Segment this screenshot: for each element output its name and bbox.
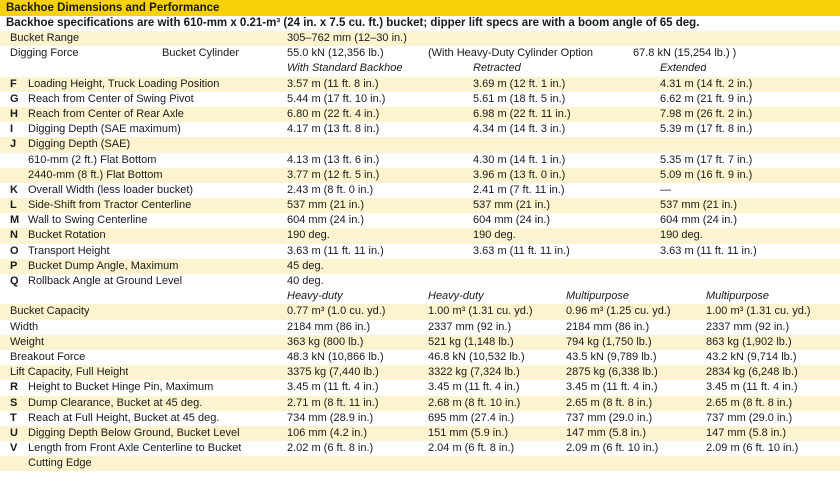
row-label: Reach from Center of Rear Axle [28,107,184,120]
row-sublabel: Bucket Cylinder [162,47,240,60]
cell-hd1: 2184 mm (86 in.) [287,320,371,333]
row-label: Width [10,320,39,333]
row-label: Digging Depth (SAE) [28,138,131,151]
cell-mp1: 2.09 m (6 ft. 10 in.) [566,442,659,455]
cell-hd1: 0.77 m³ (1.0 cu. yd.) [287,305,386,318]
cell-standard: 2.43 m (8 ft. 0 in.) [287,183,374,196]
row-label: Rollback Angle at Ground Level [28,275,183,287]
row-label: Cutting Edge [28,457,92,470]
row-label: Transport Height [28,244,110,257]
row-letter: G [10,92,19,105]
table-row [0,335,840,350]
row-label: Loading Height, Truck Loading Position [28,77,220,90]
cell-extended: 5.39 m (17 ft. 8 in.) [660,123,753,136]
cell-standard: 40 deg. [287,275,324,287]
cell-extended: — [660,183,671,196]
cell-extended: 190 deg. [660,229,703,242]
table-title: Backhoe Dimensions and Performance [0,0,840,16]
row-letter: N [10,229,18,242]
row-label: Length from Front Axle Centerline to Bucket [28,442,242,455]
cell-mp2: 2.09 m (6 ft. 10 in.) [706,442,799,455]
cell-retracted: 3.63 m (11 ft. 11 in.) [473,244,570,257]
row-letter: I [10,123,14,136]
cell-hd1: 3.45 m (11 ft. 4 in.) [287,381,379,394]
table-row [0,122,840,137]
table-row [0,92,840,107]
cell-mp1: 2.65 m (8 ft. 8 in.) [566,396,653,409]
table-subtitle: Backhoe specifications are with 610-mm x 0.21-m³ (24 in. x 7.5 cu. ft.) bucket; dipper lift specs are with a boom angle of 65 deg. [6,17,700,29]
cell-hd2: 521 kg (1,148 lb.) [428,335,514,348]
cell-extended: 604 mm (24 in.) [660,214,738,227]
table-row [0,411,840,426]
row-letter: K [10,183,18,196]
cell-mp1: 3.45 m (11 ft. 4 in.) [566,381,658,394]
cell-mp2: 147 mm (5.8 in.) [706,426,787,439]
col-header: Multipurpose [566,290,629,303]
row-label: Bucket Rotation [28,229,106,242]
row-letter: F [10,77,17,90]
cell-hd2: 151 mm (5.9 in.) [428,426,509,439]
table-row [0,380,840,395]
row-label: Bucket Range [10,32,80,44]
table-row [0,304,840,319]
table-row [0,456,840,471]
cell-retracted: 604 mm (24 in.) [473,214,551,227]
section1-header-row [0,61,840,76]
cell-extended: 5.35 m (17 ft. 7 in.) [660,153,753,166]
table-row [0,350,840,365]
cell-standard: 4.13 m (13 ft. 6 in.) [287,153,380,166]
cell-standard: 4.17 m (13 ft. 8 in.) [287,123,380,136]
col-header: Extended [660,62,707,75]
row-label: Dump Clearance, Bucket at 45 deg. [28,396,203,409]
cell-mp1: 2184 mm (86 in.) [566,320,650,333]
cell-retracted: 537 mm (21 in.) [473,199,551,212]
table-row [0,137,840,152]
row-letter: M [10,214,20,227]
row-label: Bucket Capacity [10,305,90,318]
row-letter: H [10,107,18,120]
cell-mp2: 2.65 m (8 ft. 8 in.) [706,396,793,409]
cell-retracted: 2.41 m (7 ft. 11 in.) [473,183,565,196]
row-letter: U [10,426,18,439]
row-letter: P [10,259,18,272]
section1-body [0,77,840,290]
row-label: Height to Bucket Hinge Pin, Maximum [28,381,214,394]
row-letter: V [10,442,18,455]
row-label: Side-Shift from Tractor Centerline [28,199,192,212]
cell-retracted: 4.34 m (14 ft. 3 in.) [473,123,566,136]
table-row [0,183,840,198]
cell-hd2: 2.04 m (6 ft. 8 in.) [428,442,515,455]
cell-hd1: 3375 kg (7,440 lb.) [287,366,379,379]
cell-standard: 45 deg. [287,259,324,272]
table-row [0,259,840,274]
row-label: Digging Depth Below Ground, Bucket Level [28,426,240,439]
cell-hd1: 2.02 m (6 ft. 8 in.) [287,442,374,455]
row-label: Wall to Swing Centerline [28,214,148,227]
row-label: Digging Force [10,47,79,60]
table-row [0,426,840,441]
section2-body [0,304,840,471]
row-letter: L [10,199,17,212]
cell-mp1: 794 kg (1,750 lb.) [566,335,652,348]
cell-hd2: 2337 mm (92 in.) [428,320,512,333]
cell-retracted: 5.61 m (18 ft. 5 in.) [473,92,566,105]
row-letter: Q [10,275,19,287]
table-row [0,107,840,122]
cell-hd1: 106 mm (4.2 in.) [287,426,368,439]
section2-header-row [0,289,840,304]
cell-standard: 3.63 m (11 ft. 11 in.) [287,244,384,257]
cell-standard: 190 deg. [287,229,330,242]
row-letter: T [10,411,17,424]
row-value: 55.0 kN (12,356 lb.) [287,47,384,60]
cell-standard: 5.44 m (17 ft. 10 in.) [287,92,386,105]
cell-mp2: 3.45 m (11 ft. 4 in.) [706,381,798,394]
cell-retracted: 6.98 m (22 ft. 11 in.) [473,107,571,120]
row-letter: R [10,381,18,394]
cell-mp1: 0.96 m³ (1.25 cu. yd.) [566,305,671,318]
row-label: Overall Width (less loader bucket) [28,183,194,196]
table-row [0,153,840,168]
cell-hd1: 48.3 kN (10,866 lb.) [287,350,384,363]
cell-extended: 5.09 m (16 ft. 9 in.) [660,168,753,181]
cell-hd2: 1.00 m³ (1.31 cu. yd.) [428,305,533,318]
cell-mp1: 43.5 kN (9,789 lb.) [566,350,657,363]
cell-extended: 7.98 m (26 ft. 2 in.) [660,107,753,120]
row-letter: O [10,244,19,257]
cell-hd2: 3.45 m (11 ft. 4 in.) [428,381,520,394]
row-label: 2440-mm (8 ft.) Flat Bottom [28,168,163,181]
table-row [0,228,840,243]
cell-extended: 6.62 m (21 ft. 9 in.) [660,92,753,105]
cell-retracted: 4.30 m (14 ft. 1 in.) [473,153,566,166]
cell-hd2: 46.8 kN (10,532 lb.) [428,350,525,363]
cell-standard: 6.80 m (22 ft. 4 in.) [287,107,380,120]
option-value: 67.8 kN (15,254 lb.) ) [633,47,737,60]
row-value: 305–762 mm (12–30 in.) [287,32,407,44]
cell-mp1: 737 mm (29.0 in.) [566,411,653,424]
col-header: Retracted [473,62,521,75]
cell-retracted: 3.96 m (13 ft. 0 in.) [473,168,566,181]
row-letter: S [10,396,18,409]
col-header: Heavy-duty [287,290,343,303]
table-row [0,168,840,183]
cell-retracted: 190 deg. [473,229,516,242]
cell-mp2: 2834 kg (6,248 lb.) [706,366,798,379]
table-row [0,441,840,456]
cell-mp2: 43.2 kN (9,714 lb.) [706,350,797,363]
cell-standard: 3.57 m (11 ft. 8 in.) [287,77,379,90]
cell-hd1: 734 mm (28.9 in.) [287,411,374,424]
table-row [0,396,840,411]
cell-extended: 3.63 m (11 ft. 11 in.) [660,244,757,257]
cell-extended: 4.31 m (14 ft. 2 in.) [660,77,753,90]
row-label: Digging Depth (SAE maximum) [28,123,181,136]
cell-hd1: 363 kg (800 lb.) [287,335,364,348]
table-row [0,77,840,92]
table-row [0,365,840,380]
cell-mp1: 147 mm (5.8 in.) [566,426,647,439]
cell-mp2: 1.00 m³ (1.31 cu. yd.) [706,305,811,318]
cell-standard: 537 mm (21 in.) [287,199,365,212]
cell-mp1: 2875 kg (6,338 lb.) [566,366,658,379]
cell-hd2: 695 mm (27.4 in.) [428,411,515,424]
table-row [0,198,840,213]
row-letter: J [10,138,17,151]
table-row [0,274,840,289]
table-row [0,320,840,335]
cell-standard: 3.77 m (12 ft. 5 in.) [287,168,380,181]
table-row [0,244,840,259]
row-label: 610-mm (2 ft.) Flat Bottom [28,153,157,166]
row-label: Reach from Center of Swing Pivot [28,92,194,105]
digging-force-row [0,46,840,61]
col-header: Multipurpose [706,290,769,303]
row-label: Weight [10,335,45,348]
cell-hd2: 2.68 m (8 ft. 10 in.) [428,396,521,409]
cell-standard: 604 mm (24 in.) [287,214,365,227]
row-label: Bucket Dump Angle, Maximum [28,259,179,272]
cell-retracted: 3.69 m (12 ft. 1 in.) [473,77,566,90]
col-header: Heavy-duty [428,290,484,303]
table-row [0,213,840,228]
cell-hd1: 2.71 m (8 ft. 11 in.) [287,396,379,409]
cell-mp2: 863 kg (1,902 lb.) [706,335,792,348]
row-label: Lift Capacity, Full Height [10,366,129,379]
col-header: With Standard Backhoe [287,62,403,75]
cell-mp2: 2337 mm (92 in.) [706,320,790,333]
bucket-range-row [0,31,840,46]
cell-extended: 537 mm (21 in.) [660,199,738,212]
cell-mp2: 737 mm (29.0 in.) [706,411,793,424]
option-label: (With Heavy-Duty Cylinder Option [428,47,594,60]
row-label: Reach at Full Height, Bucket at 45 deg. [28,411,220,424]
row-label: Breakout Force [10,350,86,363]
cell-hd2: 3322 kg (7,324 lb.) [428,366,520,379]
